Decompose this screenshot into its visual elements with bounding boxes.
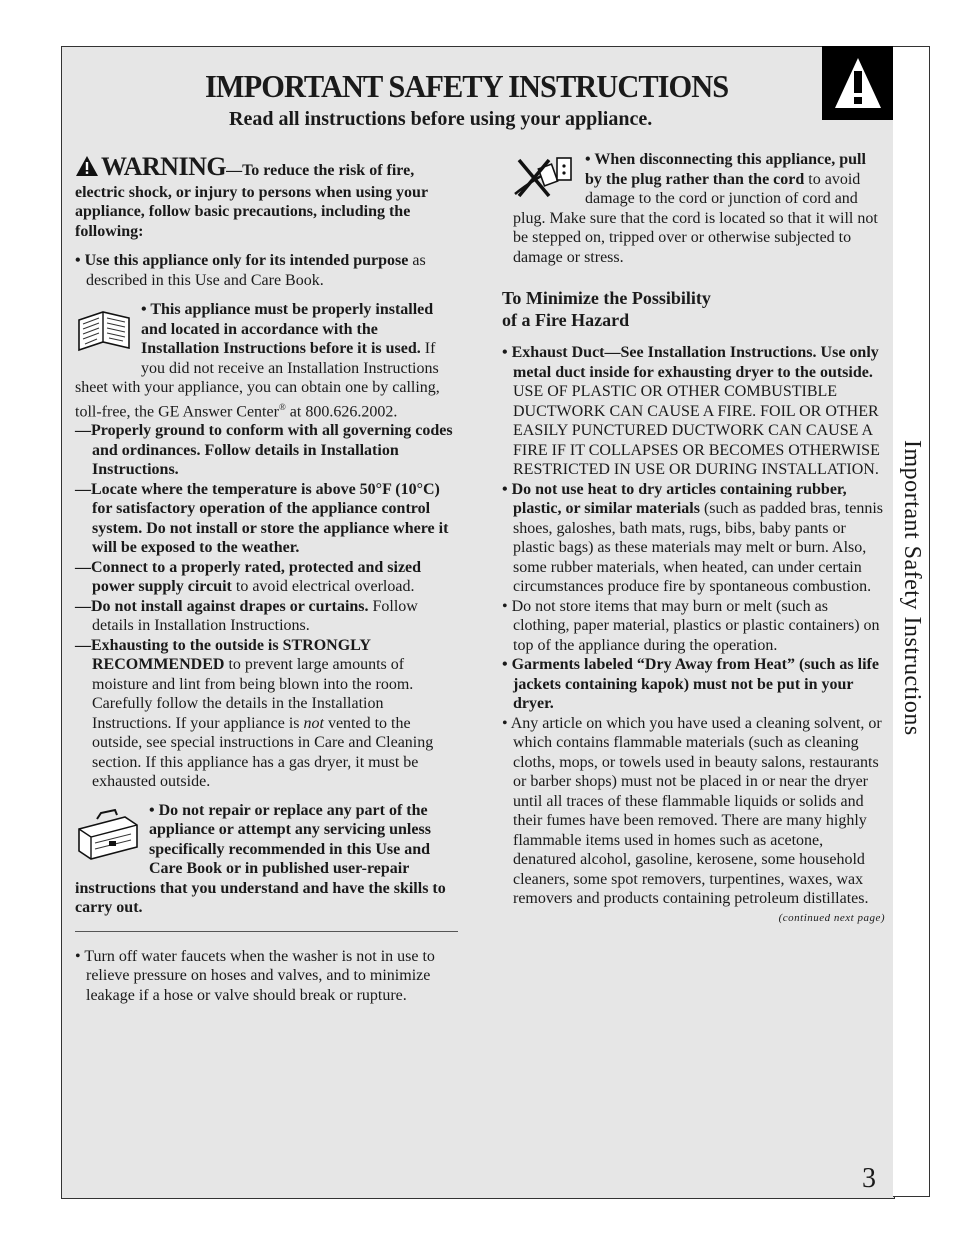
warning-paragraph <box>75 154 460 241</box>
unplug-text: to avoid damage to the cord or junction of cord and plug. Make sure that the cord is located so that it will not be stepped on, tripped over or otherwise subjected to damage or stress. <box>513 170 878 266</box>
rubber-item <box>500 480 885 597</box>
exhaust-item <box>75 636 460 792</box>
connect-item <box>75 558 460 597</box>
garments-item: • Garments labeled “Dry Away from Heat” (such as life jackets containing kapok) must not be put in your dryer. <box>502 656 879 712</box>
exhaust-text-1: to prevent large amounts of moisture and lint from being blown into the room. Carefully follow the details in the Installation Instructions. If your appliance is <box>92 656 414 732</box>
ground-item: —Properly ground to conform with all governing codes and ordinances. Follow details in Installation Instructions. <box>75 422 453 479</box>
drapes-text: Follow details in Installation Instructions. <box>92 597 418 635</box>
page-number: 3 <box>862 1163 876 1194</box>
exhaust-bold: —Exhausting to the outside is STRONGLY RECOMMENDED <box>75 636 371 674</box>
unplug-bold: • When disconnecting this appliance, pull by the plug rather than the cord <box>585 151 866 188</box>
fire-heading-line-2: of a Fire Hazard <box>502 310 630 330</box>
duct-text: USE OF PLASTIC OR OTHER COMBUSTIBLE DUCTWORK CAN CAUSE A FIRE. FOIL OR OTHER EASILY PUNCTURED DUCTWORK CAN CAUSE A FIRE IF IT COLLAPSES OR BECOMES OTHERWISE RESTRICTED IN USE OR DURING INSTALLATION. <box>513 383 880 478</box>
continued-note: (continued next page) <box>778 911 885 924</box>
warning-word: WARNING <box>101 152 227 181</box>
connect-text: to avoid electrical overload. <box>231 578 415 596</box>
divider <box>75 931 458 932</box>
exhaust-text-2: vented to the outside, see special instructions in Care and Cleaning section. If this appliance has a gas dryer, it must be exhausted outside. <box>92 714 434 791</box>
registered-mark: ® <box>278 401 286 412</box>
book-icon <box>75 304 133 362</box>
rubber-bold: • Do not use heat to dry articles containing rubber, plastic, or similar materials <box>502 480 847 517</box>
fire-heading-line-1: To Minimize the Possibility <box>502 288 711 308</box>
connect-bold: —Connect to a properly rated, protected and sized power supply circuit <box>75 558 422 596</box>
duct-bold: • Exhaust Duct—See Installation Instructions. Use only metal duct inside for exhausting dryer to the outside. <box>502 344 879 381</box>
page-title: IMPORTANT SAFETY INSTRUCTIONS <box>205 68 729 104</box>
intended-purpose-item <box>75 251 460 290</box>
drapes-item <box>75 597 460 636</box>
store-item: • Do not store items that may burn or melt (such as clothing, paper material, plastics or plastic containers) on top of the appliance during the operation. <box>502 597 880 654</box>
locate-item: —Locate where the temperature is above 50°F (10°C) for satisfactory operation of the appliance control system. Do not install or store the appliance where it will be exposed to the weather. <box>75 480 449 557</box>
repair-item <box>75 801 460 918</box>
warning-text: To reduce the risk of fire, electric shock, or injury to persons when using your appliance, follow basic precautions, including the following: <box>75 162 428 240</box>
exclamation-icon <box>833 56 883 110</box>
duct-item <box>500 343 885 480</box>
repair-bold: • Do not repair or replace any part of the appliance or attempt any servicing unless specifically recommended in this Use and Care Book or in published user-repair instructions that you understand and have the skills to carry out. <box>75 801 446 917</box>
intended-purpose-bold: • Use this appliance only for its intended purpose <box>75 252 409 269</box>
left-column <box>75 154 460 1005</box>
warning-dash: — <box>226 162 243 179</box>
installation-text: If you did not receive an Installation Instructions sheet with your appliance, you can obtain one by calling, toll-free, the GE Answer Center <box>75 340 440 420</box>
drapes-bold: —Do not install against drapes or curtains. <box>75 597 369 615</box>
faucet-item: • Turn off water faucets when the washer is not in use to relieve pressure on hoses and valves, and to minimize leakage if a hose or valve should break or rupture. <box>75 947 435 1004</box>
unplug-icon <box>513 154 573 208</box>
alert-badge <box>822 46 893 120</box>
unplug-item <box>500 150 885 267</box>
side-tab-label: Important Safety Instructions <box>899 440 925 736</box>
page-subtitle: Read all instructions before using your appliance. <box>229 108 653 130</box>
installation-item <box>75 300 460 421</box>
installation-bold: • This appliance must be properly installed and located in accordance with the Installation Instructions before it is used. <box>141 301 434 357</box>
installation-phone: at 800.626.2002. <box>285 402 398 420</box>
rubber-text: (such as padded bras, tennis shoes, galoshes, bath mats, rugs, bibs, baby pants or plastic bags) as these materials may melt or burn. Also, some rubber materials, when heated, can under certain circumstances produce fire by spontaneous combustion. <box>513 500 883 595</box>
warning-triangle-icon <box>75 155 99 183</box>
toolbox-icon <box>75 807 141 869</box>
exhaust-not: not <box>303 714 324 732</box>
intended-purpose-text: as described in this Use and Care Book. <box>86 252 426 289</box>
right-column <box>500 150 885 928</box>
solvent-item: • Any article on which you have used a cleaning solvent, or which contains flammable materials (such as cleaning cloths, mops, or towels used in beauty salons, restaurants or barber shops) must not be placed in or near the dryer until all traces of these flammable liquids or solids and their fumes have been removed. There are many highly flammable items used in homes such as acetone, denatured alcohol, gasoline, kerosene, some household cleaners, some spot removers, turpentines, waxes, wax removers and products containing petroleum distillates. <box>502 714 882 907</box>
fire-hazard-heading <box>500 287 885 331</box>
